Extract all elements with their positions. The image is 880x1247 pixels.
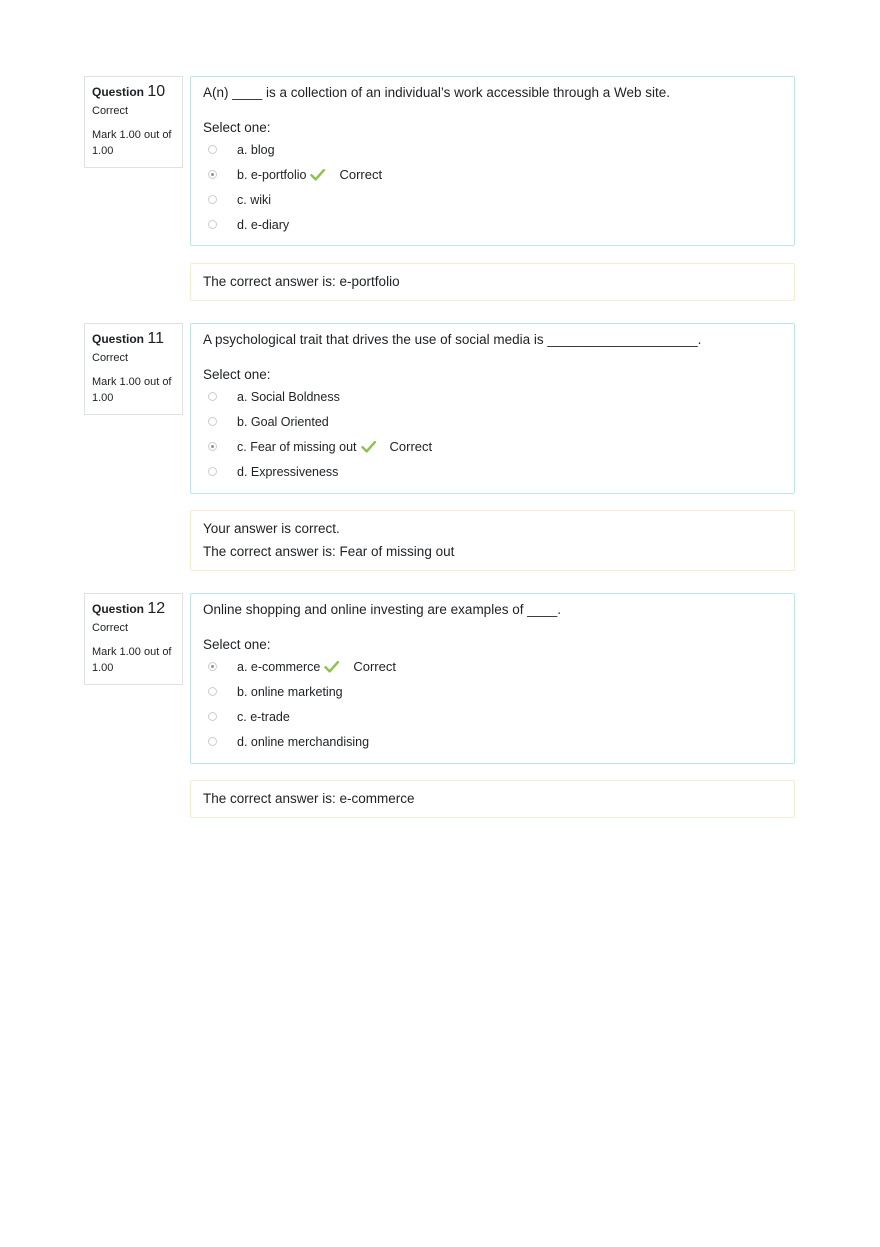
question-grade: Mark 1.00 out of 1.00: [92, 376, 172, 404]
answer-option-c[interactable]: [203, 704, 782, 729]
answer-label: a. blog: [237, 142, 275, 157]
question-formulation: [190, 76, 795, 246]
answer-option-a[interactable]: [203, 654, 782, 679]
right-answer: The correct answer is: Fear of missing out: [203, 544, 455, 559]
answer-label: a. Social Boldness: [237, 389, 340, 404]
radio-button[interactable]: [208, 145, 217, 154]
answer-option-d[interactable]: [203, 212, 782, 237]
answer-option-d[interactable]: [203, 729, 782, 754]
answer-label: b. Goal Oriented: [237, 414, 329, 429]
answer-feedback: Correct: [353, 659, 396, 674]
select-prompt: Select one:: [203, 637, 271, 652]
question-info: [84, 593, 183, 685]
radio-button-selected[interactable]: [208, 442, 217, 451]
answer-option-a[interactable]: [203, 137, 782, 162]
radio-button[interactable]: [208, 417, 217, 426]
answer-label: c. e-trade: [237, 709, 290, 724]
radio-button[interactable]: [208, 467, 217, 476]
answer-label: d. e-diary: [237, 217, 290, 232]
answer-list: [203, 654, 782, 754]
question-text: A(n) ____ is a collection of an individual’s work accessible through a Web site.: [203, 85, 671, 100]
radio-button[interactable]: [208, 687, 217, 696]
answer-label: b. online marketing: [237, 684, 343, 699]
question-state: Correct: [92, 352, 129, 364]
radio-button[interactable]: [208, 712, 217, 721]
question-grade: Mark 1.00 out of 1.00: [92, 129, 172, 157]
question-formulation: [190, 593, 795, 764]
question-number: Question 11: [92, 330, 164, 347]
question-grade: Mark 1.00 out of 1.00: [92, 646, 172, 674]
answer-option-d[interactable]: [203, 459, 782, 484]
answer-option-b[interactable]: [203, 162, 782, 187]
radio-button[interactable]: [208, 195, 217, 204]
answer-label: d. online merchandising: [237, 734, 370, 749]
answer-option-c[interactable]: [203, 187, 782, 212]
answer-label: d. Expressiveness: [237, 464, 339, 479]
answer-feedback: Correct: [389, 439, 433, 454]
question-number: Question 10: [92, 83, 166, 100]
question-state: Correct: [92, 622, 129, 634]
question-text: Online shopping and online investing are examples of ____.: [203, 602, 561, 617]
right-answer: The correct answer is: e-portfolio: [203, 274, 400, 289]
answer-label: a. e-commerce: [237, 659, 321, 674]
select-prompt: Select one:: [203, 367, 271, 382]
general-feedback: [190, 510, 795, 571]
radio-button[interactable]: [208, 737, 217, 746]
answer-feedback: Correct: [339, 167, 383, 182]
answer-list: [203, 137, 782, 237]
right-answer: The correct answer is: e-commerce: [203, 791, 415, 806]
question-info: [84, 323, 183, 415]
answer-status: Your answer is correct.: [203, 521, 340, 536]
check-icon: [310, 167, 325, 182]
answer-option-a[interactable]: [203, 384, 782, 409]
check-icon: [324, 659, 339, 674]
radio-button[interactable]: [208, 392, 217, 401]
answer-option-c[interactable]: [203, 434, 782, 459]
select-prompt: Select one:: [203, 120, 271, 135]
question-formulation: [190, 323, 795, 494]
general-feedback: [190, 780, 795, 818]
answer-label: c. wiki: [237, 192, 272, 207]
check-icon: [361, 439, 376, 454]
radio-button-selected[interactable]: [208, 662, 217, 671]
answer-label: b. e-portfolio: [237, 167, 307, 182]
question-text: A psychological trait that drives the use of social media is ____________________.: [203, 332, 702, 347]
answer-option-b[interactable]: [203, 409, 782, 434]
answer-option-b[interactable]: [203, 679, 782, 704]
radio-button-selected[interactable]: [208, 170, 217, 179]
answer-list: [203, 384, 782, 484]
question-number: Question 12: [92, 600, 166, 617]
answer-label: c. Fear of missing out: [237, 439, 357, 454]
general-feedback: [190, 263, 795, 301]
question-info: [84, 76, 183, 168]
question-state: Correct: [92, 105, 129, 117]
radio-button[interactable]: [208, 220, 217, 229]
